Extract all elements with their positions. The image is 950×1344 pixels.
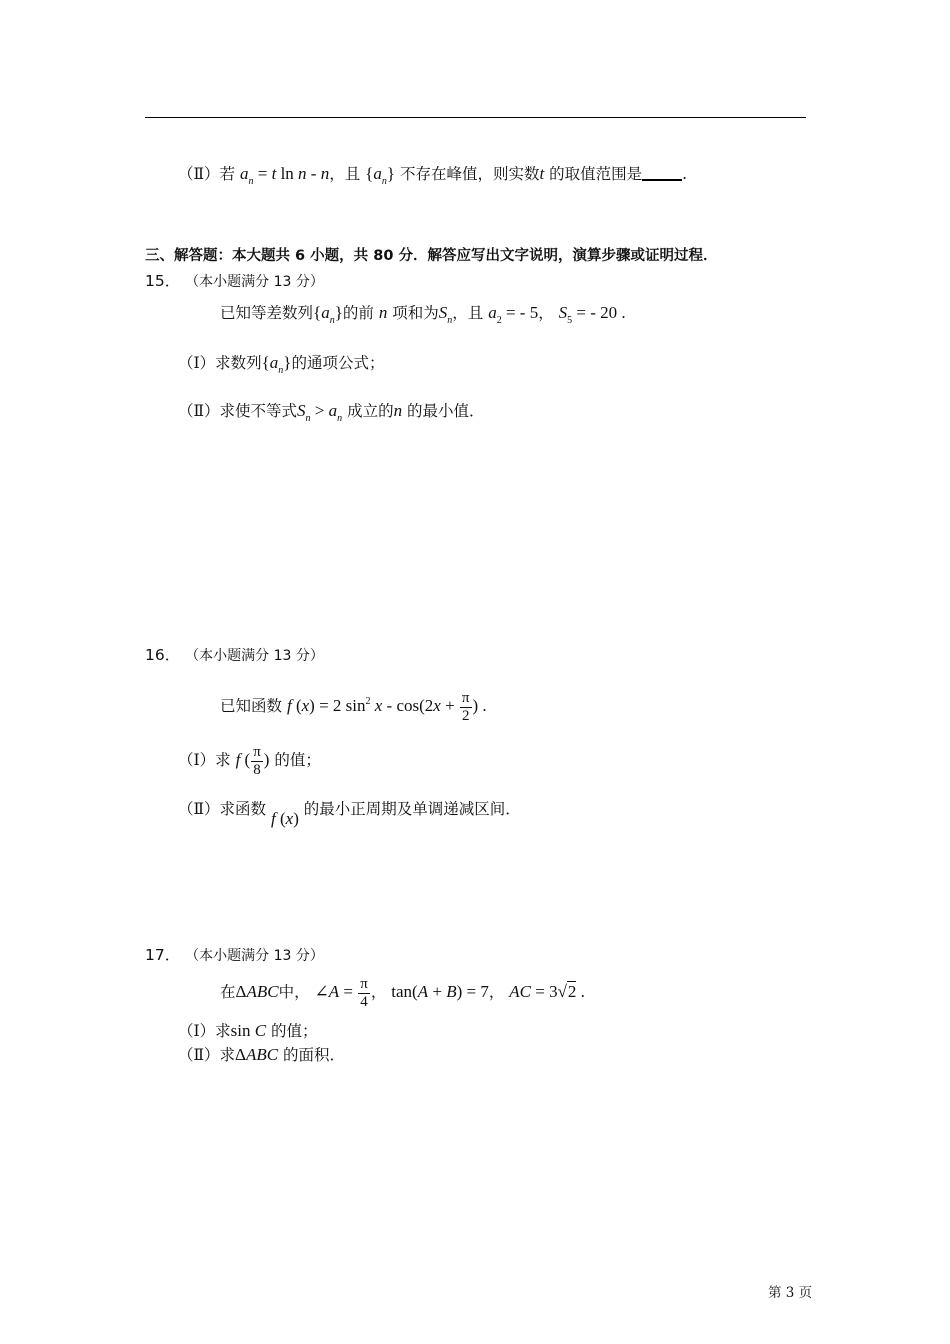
formula-sinC: sin C: [230, 1021, 267, 1040]
q14-part2: （Ⅱ）若 $a_n = t$ ln n - n，且 $\{a_n\}$ 不存在峰值，则实数t 的取值范围是 .: [178, 164, 688, 187]
formula-Sn: $S_n$: [438, 303, 453, 326]
q17-part1: （Ⅰ）求sin C 的值；: [178, 1021, 318, 1040]
var-n: n: [378, 303, 388, 322]
formula-seq-an: $\{a_n\}$: [261, 353, 292, 376]
formula-triangle-ABC: ΔABC: [235, 982, 279, 1001]
q17-part2: （Ⅱ）求ΔABC 的面积．: [178, 1045, 346, 1064]
formula-triangle-ABC: ΔABC: [235, 1045, 279, 1064]
q16-header: 16． （本小题满分 13 分）: [145, 646, 324, 664]
formula-f-pi-over-8: f ( $\frac{\pi}{8}$ ): [235, 743, 270, 778]
var-t: t: [539, 164, 545, 183]
formula-AC: AC = 3√2 .: [509, 982, 585, 1001]
formula-an-tlnn: $a_n = t$ ln n - n: [239, 164, 330, 187]
formula-angle-A: ∠A = $\frac{\pi}{4}$: [314, 975, 368, 1010]
answer-blank: [642, 165, 682, 181]
page-number: 第 3 页: [768, 1285, 813, 1301]
q17-header: 17． （本小题满分 13 分）: [145, 946, 324, 964]
formula-tan-AB: tan(A + B) = 7: [391, 982, 489, 1001]
q15-part1: （Ⅰ）求数列$\{a_n\}$的通项公式；: [178, 353, 385, 376]
q16-intro: 已知函数 f (x) = 2 $\sin^2 x - \cos(2x$ + $\frac{\pi}{2}$ ) .: [220, 689, 487, 724]
q16-part2: （Ⅱ）求函数 f (x) 的最小正周期及单调递减区间．: [178, 800, 521, 828]
formula-fx-definition: f (x) = 2 $\sin^2 x - \cos(2x$ + $\frac{\pi}{2}$ ) .: [286, 689, 487, 724]
formula-fx: f (x): [270, 809, 299, 828]
formula-seq-an: $\{a_n\}$: [365, 164, 396, 187]
q15-intro: 已知等差数列$\{a_n\}$的前 n 项和为$S_n$，且 $a_2$ = - 5， $S_5$ = - 20 .: [220, 303, 626, 326]
formula-a2: $a_2$ = - 5: [488, 303, 539, 326]
q17-intro: 在ΔABC中， ∠A = $\frac{\pi}{4}$ ， tan(A + B) = 7， AC = 3√2 .: [220, 975, 585, 1010]
var-n: n: [393, 401, 403, 420]
q15-header: 15． （本小题满分 13 分）: [145, 272, 324, 290]
header-rule: [145, 117, 806, 118]
q15-part2: （Ⅱ）求使不等式$S_n > a_n$ 成立的n 的最小值．: [178, 401, 485, 424]
formula-seq-an: $\{a_n\}$: [313, 303, 343, 326]
section3-heading: 三、解答题：本大题共 6 小题，共 80 分．解答应写出文字说明，演算步骤或证明过程．: [145, 248, 718, 264]
q16-part1: （Ⅰ）求 f ( $\frac{\pi}{8}$ ) 的值；: [178, 743, 321, 778]
formula-S5: $S_5$ = - 20 .: [558, 303, 626, 326]
formula-Sn-gt-an: $S_n > a_n$: [297, 401, 343, 424]
